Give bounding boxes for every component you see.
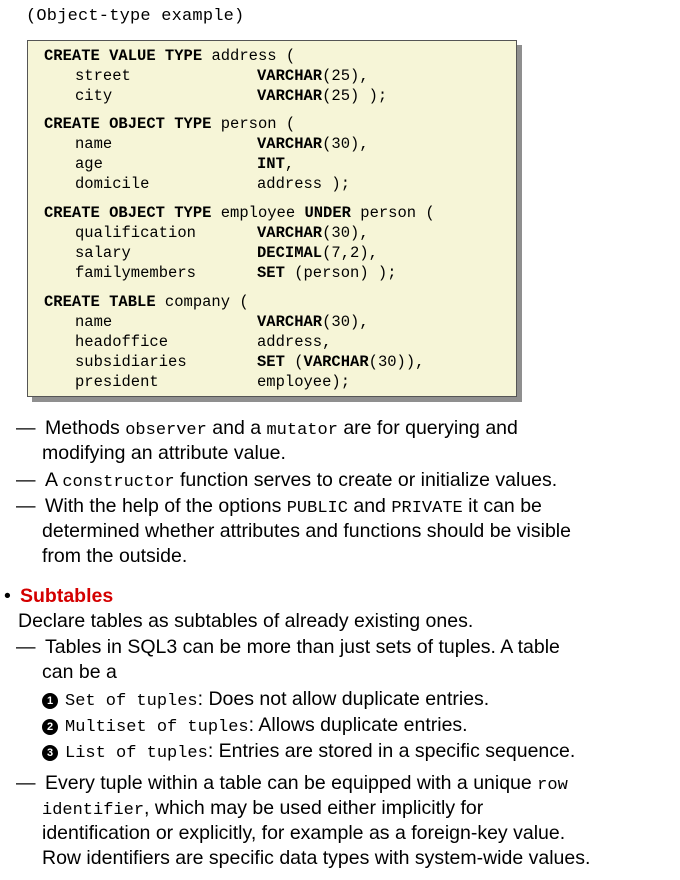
bullet-dot: • (4, 585, 11, 607)
code-type (257, 332, 331, 352)
code-type (257, 174, 350, 194)
text: are for querying and (337, 417, 518, 439)
sql-keyword: VARCHAR (257, 87, 323, 105)
code-term: PUBLIC (286, 499, 348, 518)
code-attr: salary (75, 244, 131, 262)
methods-bullet-cont: modifying an attribute value. (42, 442, 286, 464)
tables-bullet: Tables in SQL3 can be more than just sets of tuples. A table (45, 636, 560, 658)
code-attr: qualification (75, 224, 196, 242)
code-type (257, 372, 350, 392)
caption-text: (Object-type example) (26, 7, 245, 26)
code-term: Multiset of tuples (65, 718, 249, 737)
sql-type-rest: (30)), (368, 353, 425, 371)
code-attr: subsidiaries (75, 353, 187, 371)
sql-keyword: CREATE OBJECT TYPE (44, 204, 212, 222)
sql-type-rest: ( (284, 353, 304, 371)
sql-keyword: VARCHAR (257, 224, 323, 242)
sql-keyword: VARCHAR (257, 67, 323, 85)
dash-bullet: — (16, 417, 36, 439)
code-type (257, 263, 397, 283)
circled-number-icon: 3 (42, 745, 58, 761)
code-type (257, 243, 378, 263)
rowid-bullet-cont: Row identifiers are specific data types with system-wide values. (42, 847, 591, 869)
sql-type-rest: (7,2), (322, 244, 378, 262)
sql-type-rest: (person) ); (284, 264, 397, 282)
dash-bullet: — (16, 772, 36, 794)
sql-identifier: company ( (155, 293, 249, 311)
code-type (257, 154, 294, 174)
sql-keyword: UNDER (304, 204, 351, 222)
code-attr: familymembers (75, 264, 196, 282)
visibility-bullet-cont: from the outside. (42, 545, 188, 567)
sql-identifier: person ( (211, 115, 296, 133)
list-item-list (42, 739, 575, 767)
sql-keyword: CREATE TABLE (44, 293, 156, 311)
tables-bullet-cont: can be a (42, 661, 117, 683)
visibility-bullet (45, 494, 542, 522)
sql-type-rest: employee); (257, 373, 351, 391)
code-type (257, 223, 369, 243)
sql-type-rest: (25) ); (322, 87, 388, 105)
dash-bullet: — (16, 495, 36, 517)
subtables-intro: Declare tables as subtables of already existing ones. (18, 610, 474, 632)
text: With the help of the options (45, 495, 287, 517)
visibility-bullet-cont: determined whether attributes and functions should be visible (42, 520, 571, 542)
text: it can be (462, 495, 542, 517)
list-item-multiset (42, 713, 468, 741)
code-type (257, 86, 387, 106)
sql-keyword: SET (257, 353, 285, 371)
sql-type-rest: (25), (322, 67, 369, 85)
text: and (347, 495, 392, 517)
sql-type-rest: (30), (322, 313, 369, 331)
circled-number-icon: 1 (42, 693, 58, 709)
text: Methods (45, 417, 126, 439)
code-term: PRIVATE (391, 499, 463, 518)
sql-keyword: VARCHAR (257, 135, 323, 153)
sql-type-rest: address ); (257, 175, 351, 193)
text: : Entries are stored in a specific sequence. (207, 740, 576, 762)
sql-type-rest: (30), (322, 135, 369, 153)
sql-type-rest: , (284, 155, 295, 173)
code-type (257, 352, 424, 372)
dash-bullet: — (16, 636, 36, 658)
text: A (45, 469, 63, 491)
code-term: List of tuples (65, 744, 208, 763)
text: : Does not allow duplicate entries. (197, 688, 490, 710)
text: , which may be used either implicitly for (144, 797, 484, 819)
methods-bullet (45, 416, 518, 444)
code-attr: name (75, 313, 113, 331)
code-term: mutator (266, 421, 338, 440)
code-term: Set of tuples (65, 692, 198, 711)
code-term: row (537, 776, 568, 795)
code-line (44, 46, 295, 66)
rowid-bullet (45, 771, 568, 799)
sql-code-box (27, 40, 517, 397)
code-type (257, 66, 369, 86)
text: Every tuple within a table can be equipped with a unique (45, 772, 538, 794)
code-term: observer (125, 421, 207, 440)
sql-identifier: employee (211, 204, 305, 222)
text: function serves to create or initialize values. (174, 469, 558, 491)
code-attr: age (75, 155, 103, 173)
sql-keyword: INT (257, 155, 285, 173)
rowid-bullet-cont (42, 796, 483, 824)
list-item-set (42, 687, 489, 715)
sql-keyword: SET (257, 264, 285, 282)
sql-identifier: person ( (350, 204, 435, 222)
figure-caption (26, 5, 244, 26)
circled-number-icon: 2 (42, 719, 58, 735)
sql-type-rest: address, (257, 333, 332, 351)
code-attr: domicile (75, 175, 150, 193)
code-type (257, 312, 369, 332)
code-line (44, 114, 295, 134)
sql-keyword: VARCHAR (303, 353, 369, 371)
code-attr: president (75, 373, 159, 391)
sql-keyword: VARCHAR (257, 313, 323, 331)
sql-identifier: address ( (202, 47, 296, 65)
code-attr: street (75, 67, 131, 85)
sql-keyword: CREATE VALUE TYPE (44, 47, 203, 65)
text: and a (206, 417, 267, 439)
constructor-bullet (45, 468, 557, 496)
code-attr: name (75, 135, 113, 153)
code-term: constructor (62, 473, 175, 492)
dash-bullet: — (16, 469, 36, 491)
subtables-heading: Subtables (20, 585, 114, 607)
text: : Allows duplicate entries. (248, 714, 468, 736)
sql-keyword: DECIMAL (257, 244, 323, 262)
sql-keyword: CREATE OBJECT TYPE (44, 115, 212, 133)
code-attr: city (75, 87, 113, 105)
code-attr: headoffice (75, 333, 169, 351)
code-line (44, 203, 435, 223)
code-type (257, 134, 369, 154)
sql-type-rest: (30), (322, 224, 369, 242)
code-term: identifier (42, 801, 145, 820)
rowid-bullet-cont: identification or explicitly, for example as a foreign-key value. (42, 822, 566, 844)
code-line (44, 292, 249, 312)
